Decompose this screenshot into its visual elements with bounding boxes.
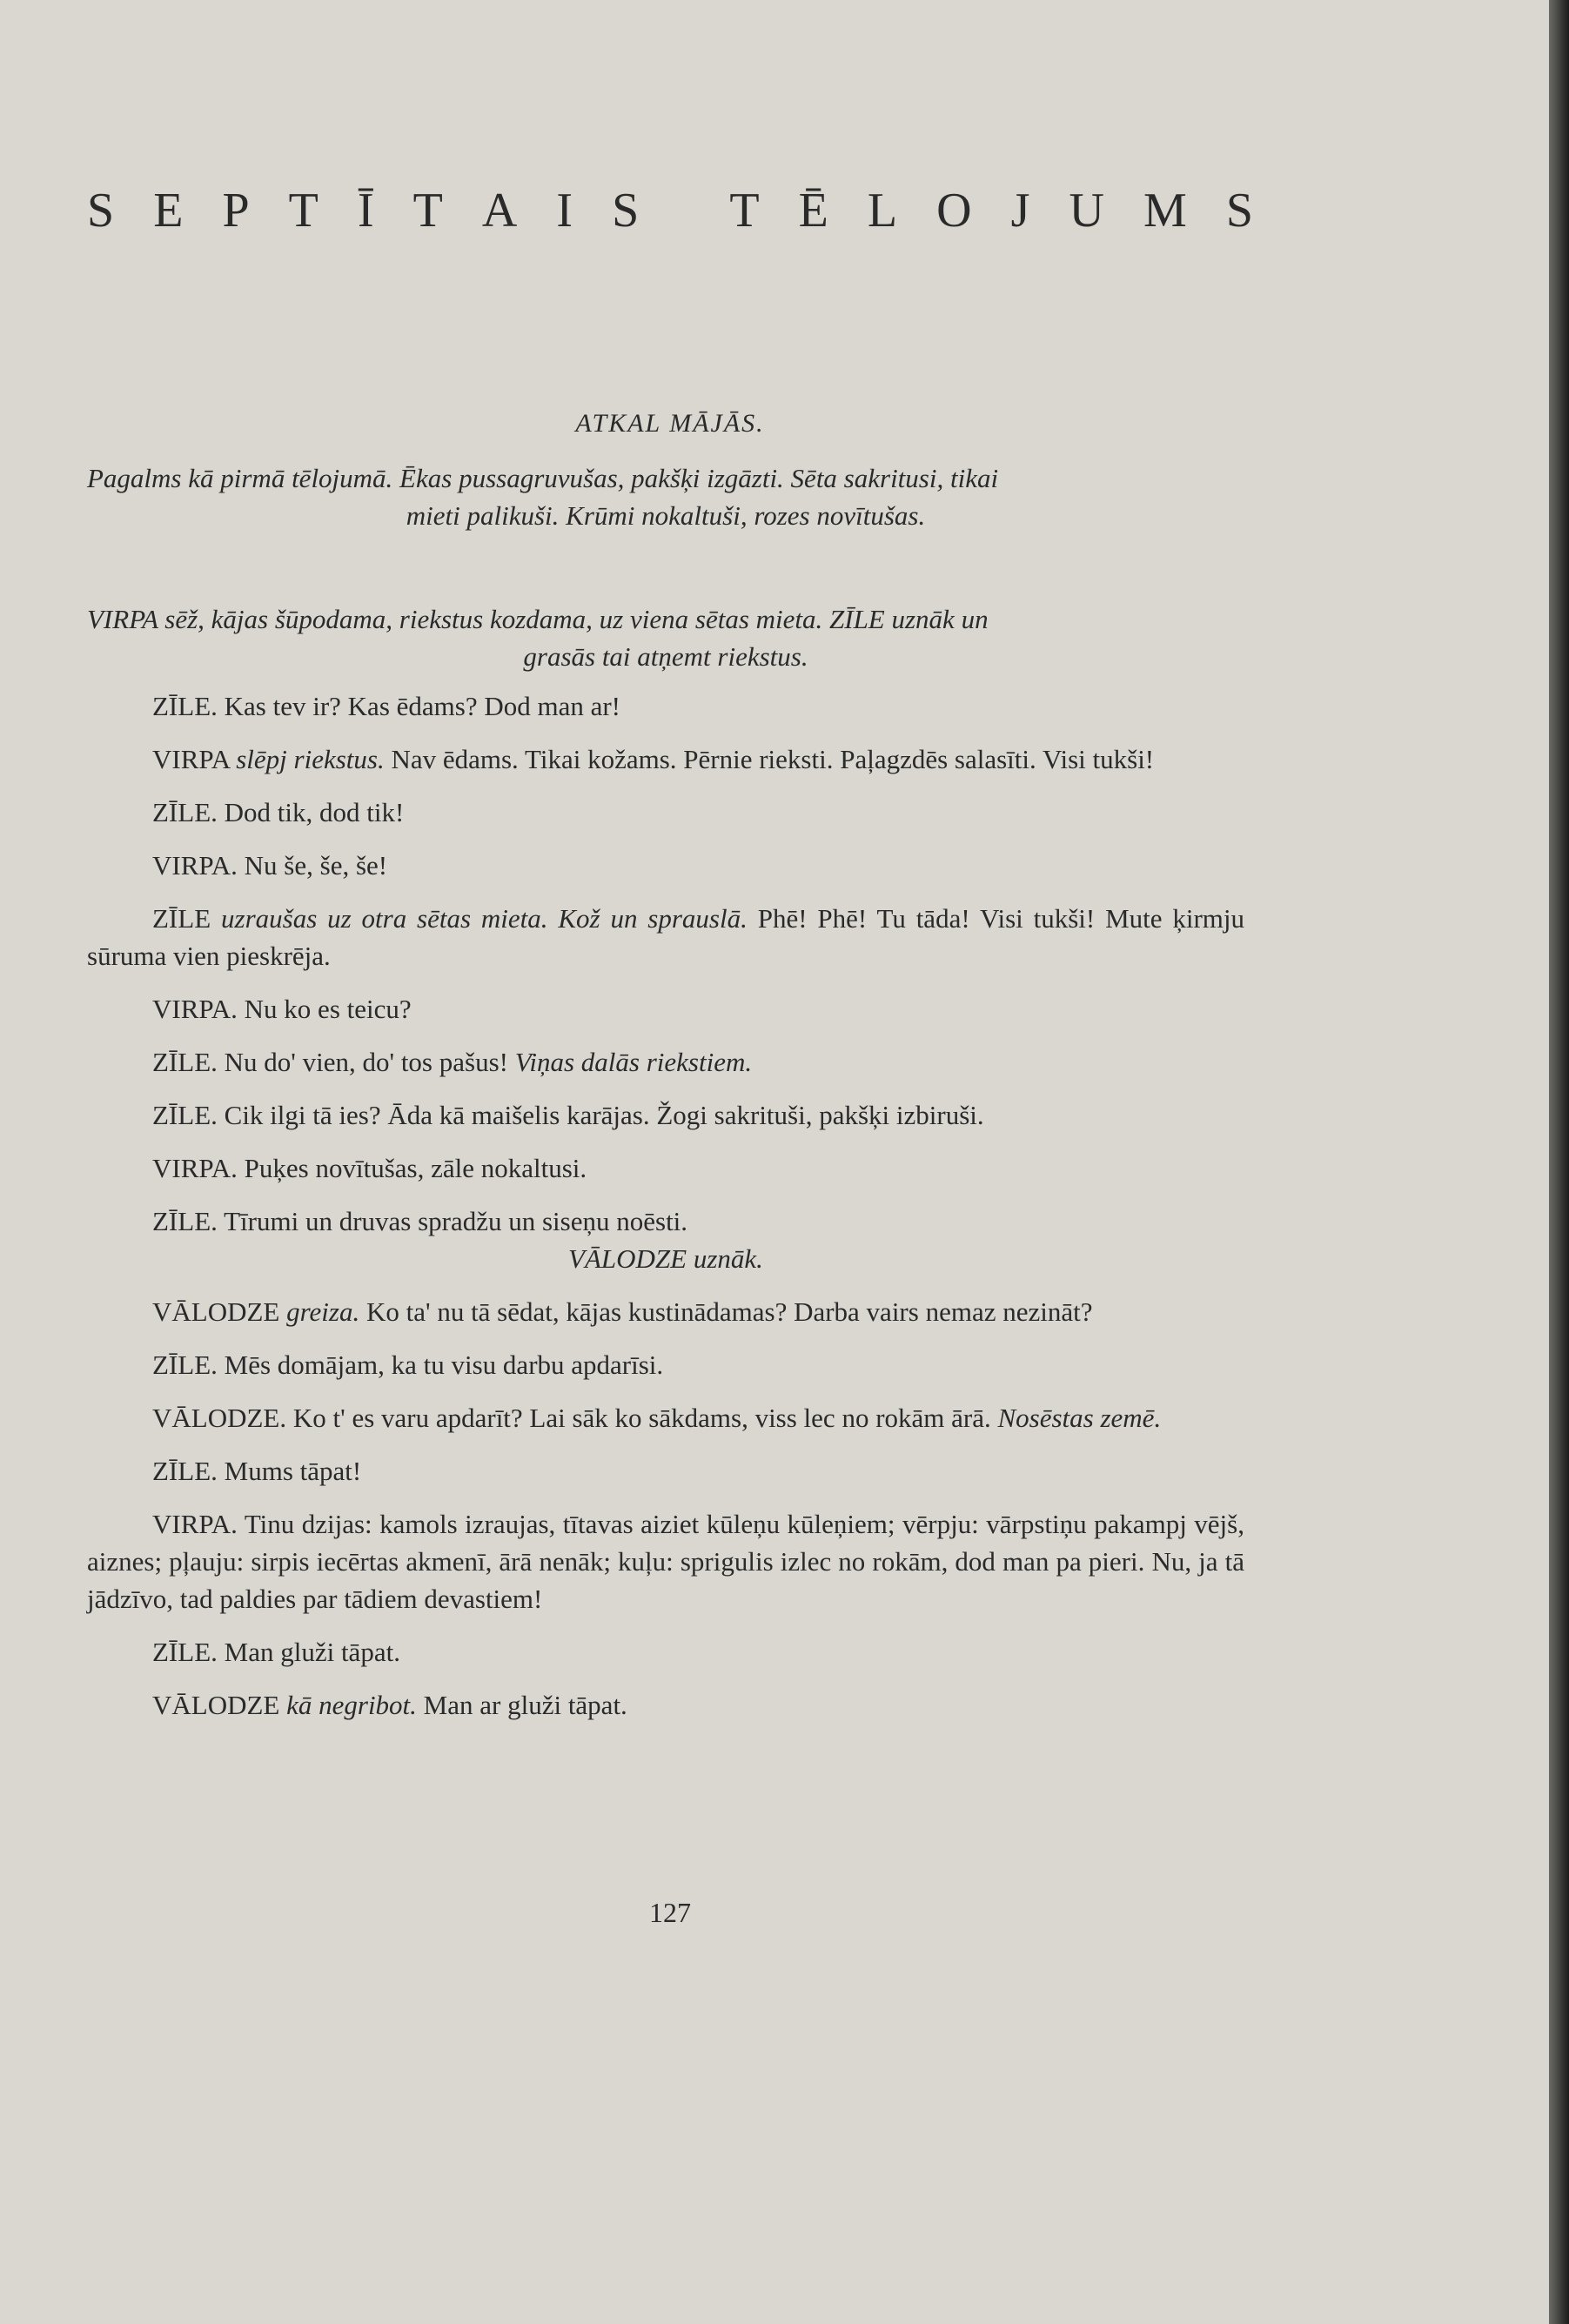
dialogue-line bbox=[87, 847, 1244, 884]
speaker-name: VIRPA. bbox=[152, 1509, 238, 1539]
page-edge bbox=[1549, 0, 1569, 2324]
heading-letter: A bbox=[481, 184, 518, 238]
setting-line-2: mieti palikuši. Krūmi nokaltuši, rozes novītušas. bbox=[406, 500, 926, 531]
stage-direction: Nosēstas zemē. bbox=[997, 1403, 1162, 1433]
dialogue-line bbox=[87, 1399, 1244, 1437]
entrance-line-1: VIRPA sēž, kājas šūpodama, riekstus kozdama, uz viena sētas mieta. ZĪLE uznāk un bbox=[87, 604, 989, 634]
speaker-name: VĀLODZE bbox=[152, 1296, 280, 1327]
spoken-text: Nav ēdams. Tikai kožams. Pērnie rieksti. Paļagzdēs salasīti. Visi tukši! bbox=[391, 744, 1155, 774]
heading-letter: M bbox=[1143, 184, 1187, 238]
dialogue-line bbox=[87, 1293, 1244, 1330]
heading-letter: J bbox=[1010, 184, 1030, 238]
spoken-text: Mums tāpat! bbox=[224, 1456, 362, 1486]
stage-direction: Viņas dalās riekstiem. bbox=[514, 1047, 753, 1077]
speaker-name: VIRPA. bbox=[152, 994, 238, 1024]
entrance-line-2: grasās tai atņemt riekstus. bbox=[523, 641, 808, 672]
dialogue-line bbox=[87, 900, 1244, 974]
stage-direction: greiza. bbox=[286, 1296, 360, 1327]
speaker-name: VIRPA bbox=[152, 744, 230, 774]
speaker-name: VĀLODZE bbox=[152, 1690, 280, 1720]
speaker-name: ZĪLE bbox=[152, 903, 211, 934]
heading-letter: P bbox=[222, 184, 250, 238]
entrance-valodze: VĀLODZE uznāk. bbox=[568, 1243, 763, 1274]
heading-letter: T bbox=[412, 184, 443, 238]
dialogue-line bbox=[87, 1686, 1244, 1724]
speaker-name: VIRPA. bbox=[152, 1153, 238, 1183]
spoken-text: Kas tev ir? Kas ēdams? Dod man ar! bbox=[224, 691, 620, 721]
spoken-text: Ko ta' nu tā sēdat, kājas kustinādamas? Darba vairs nemaz nezināt? bbox=[365, 1296, 1093, 1327]
entrance-direction bbox=[87, 600, 1244, 675]
dialogue-line bbox=[87, 1346, 1244, 1383]
spoken-text: Phē! Phē! Tu tāda! Visi tukši! Mute ķirmju sūruma vien pieskrēja. bbox=[87, 903, 1245, 971]
dialogue-line bbox=[87, 1633, 1244, 1671]
heading-letter: I bbox=[556, 184, 573, 238]
dialogue-line bbox=[87, 687, 1244, 725]
heading-letter: S bbox=[1225, 184, 1253, 238]
speaker-name: ZĪLE. bbox=[152, 1206, 218, 1236]
spoken-text: Dod tik, dod tik! bbox=[224, 797, 405, 827]
stage-direction: uzraušas uz otra sētas mieta. Kož un sprauslā. bbox=[221, 903, 748, 934]
speaker-name: ZĪLE. bbox=[152, 797, 218, 827]
dialogue-line bbox=[87, 1149, 1244, 1187]
dialogue-line bbox=[87, 794, 1244, 831]
speaker-name: ZĪLE. bbox=[152, 691, 218, 721]
speaker-name: ZĪLE. bbox=[152, 1637, 218, 1667]
dialogue-line bbox=[87, 1202, 1244, 1240]
spoken-text: Nu ko es teicu? bbox=[244, 994, 412, 1024]
heading-letter: T bbox=[729, 184, 760, 238]
heading-letter: U bbox=[1069, 184, 1104, 238]
speaker-name: ZĪLE. bbox=[152, 1100, 218, 1130]
spoken-text: Tīrumi un druvas spradžu un siseņu noēsti. bbox=[224, 1206, 688, 1236]
page-number: 127 bbox=[649, 1897, 691, 1928]
dialogue-line bbox=[87, 1505, 1244, 1617]
stage-direction: slēpj riekstus. bbox=[236, 744, 385, 774]
scene-title: ATKAL MĀJĀS. bbox=[575, 409, 765, 438]
heading-letter: T bbox=[288, 184, 318, 238]
heading-letter: Ī bbox=[357, 184, 374, 238]
speaker-name: VĀLODZE. bbox=[152, 1403, 287, 1433]
dialogue-line bbox=[87, 1452, 1244, 1490]
dialogue-body bbox=[87, 687, 1244, 1739]
heading-letter bbox=[678, 183, 690, 238]
dialogue-line bbox=[87, 1096, 1244, 1134]
spoken-text: Cik ilgi tā ies? Āda kā maišelis karājas. Žogi sakrituši, pakšķi izbiruši. bbox=[224, 1100, 984, 1130]
dialogue-line bbox=[87, 990, 1244, 1028]
spoken-text: Nu do' vien, do' tos pašus! bbox=[224, 1047, 508, 1077]
spoken-text: Puķes novītušas, zāle nokaltusi. bbox=[244, 1153, 587, 1183]
spoken-text: Nu še, še, še! bbox=[244, 850, 388, 881]
speaker-name: VIRPA. bbox=[152, 850, 238, 881]
setting-description bbox=[87, 459, 1244, 534]
heading-letter: Ē bbox=[798, 184, 828, 238]
speaker-name: ZĪLE. bbox=[152, 1350, 218, 1380]
spoken-text: Tinu dzijas: kamols izraujas, tītavas aiziet kūleņu kūleņiem; vērpju: vārpstiņu pakampj vējš, aiznes; pļauju: sirpis iecērtas akmenī, ārā nenāk; kuļu: sprigulis izlec no rokām, dod man pa pieri. Nu, ja tā jādzīvo, tad paldies par tādiem devastiem! bbox=[87, 1509, 1244, 1614]
spoken-text: Mēs domājam, ka tu visu darbu apdarīsi. bbox=[224, 1350, 664, 1380]
chapter-heading bbox=[87, 183, 1253, 238]
dialogue-line bbox=[87, 1043, 1244, 1081]
heading-letter: S bbox=[612, 184, 640, 238]
heading-letter: S bbox=[87, 184, 115, 238]
stage-direction: kā negribot. bbox=[286, 1690, 417, 1720]
heading-letter: E bbox=[153, 184, 184, 238]
heading-letter: L bbox=[867, 184, 898, 238]
heading-letter: O bbox=[936, 184, 972, 238]
spoken-text: Ko t' es varu apdarīt? Lai sāk ko sākdams, viss lec no rokām ārā. bbox=[292, 1403, 991, 1433]
setting-line-1: Pagalms kā pirmā tēlojumā. Ēkas pussagruvušas, pakšķi izgāzti. Sēta sakritusi, tikai bbox=[87, 463, 999, 493]
speaker-name: ZĪLE. bbox=[152, 1047, 218, 1077]
dialogue-line bbox=[87, 740, 1244, 778]
spoken-text: Man gluži tāpat. bbox=[224, 1637, 400, 1667]
speaker-name: ZĪLE. bbox=[152, 1456, 218, 1486]
spoken-text: Man ar gluži tāpat. bbox=[423, 1690, 627, 1720]
